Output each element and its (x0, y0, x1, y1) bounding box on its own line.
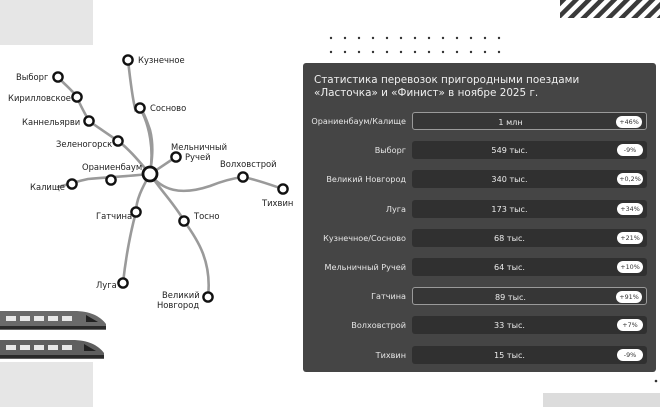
dot-grid (330, 37, 500, 53)
label-luga: Луга (96, 280, 117, 290)
railway-map (0, 0, 300, 407)
label-kirillovskoe: Кирилловское (8, 93, 71, 103)
row-label: Гатчина (371, 291, 406, 302)
station-volkhovstroy (238, 172, 247, 181)
table-row (303, 200, 656, 218)
table-row (303, 229, 656, 247)
label-melnichny-2: Ручей (185, 152, 211, 162)
station-tosno (179, 216, 188, 225)
row-label: Мельничный Ручей (324, 262, 406, 272)
value-bar (412, 316, 647, 334)
station-kuznechnoe (123, 55, 132, 64)
row-value: 89 тыс. (495, 292, 526, 303)
top-right-stripes (560, 0, 660, 18)
change-badge: -9% (617, 349, 643, 361)
station-sosnovo (135, 103, 144, 112)
value-bar (412, 170, 647, 188)
label-tikhvin: Тихвин (262, 198, 294, 208)
line-kuznechnoe (128, 60, 152, 174)
change-badge: +46% (616, 116, 642, 128)
line-tikhvin (150, 174, 283, 191)
table-row (303, 170, 656, 188)
row-value: 173 тыс. (491, 203, 528, 214)
row-label: Волховстрой (351, 320, 406, 331)
value-bar (412, 112, 647, 130)
value-bar (412, 200, 647, 218)
table-row (303, 287, 656, 305)
value-bar (412, 346, 647, 364)
row-value: 64 тыс. (494, 262, 525, 272)
change-badge: +10% (617, 261, 643, 273)
line-luga (123, 174, 150, 283)
row-label: Луга (385, 203, 406, 214)
station-oranienbaum (106, 175, 115, 184)
label-novgorod-2: Новгород (157, 300, 200, 310)
station-tikhvin (278, 184, 287, 193)
row-label: Великий Новгород (326, 174, 406, 185)
table-row (303, 112, 656, 130)
label-zelenogorsk: Зеленогорск (56, 139, 113, 149)
panel-title-line-2: «Ласточка» и «Финист» в ноябре 2025 г. (314, 87, 539, 99)
station-gatchina (131, 207, 140, 216)
label-kannelyarvi: Каннельярви (22, 117, 81, 127)
station-zelenogorsk (113, 136, 122, 145)
table-row (303, 141, 656, 159)
row-label: Кузнечное/Сосново (323, 232, 406, 243)
station-vyborg (53, 72, 62, 81)
label-volkhovstroy: Волховстрой (220, 159, 277, 169)
label-oranienbaum: Ораниенбаум (82, 162, 143, 172)
row-value: 1 млн (498, 117, 523, 127)
row-value: 15 тыс. (494, 349, 525, 360)
label-novgorod-1: Великий (162, 290, 200, 300)
change-badge: +34% (617, 203, 643, 215)
label-kuznechnoe: Кузнечное (138, 55, 185, 65)
station-novgorod (203, 292, 212, 301)
train-top-icon (0, 311, 106, 330)
train-bottom-icon (0, 340, 104, 359)
table-row (303, 346, 656, 364)
value-bar (412, 229, 647, 247)
table-row (303, 316, 656, 334)
corner-dot (655, 380, 658, 383)
value-bar (412, 258, 647, 276)
panel-title (314, 74, 649, 100)
change-badge: +21% (617, 232, 643, 244)
row-value: 68 тыс. (494, 232, 525, 243)
station-kalishche (67, 179, 76, 188)
line-novgorod (150, 174, 209, 297)
row-value: 33 тыс. (494, 320, 525, 331)
station-luga (118, 278, 127, 287)
value-bar (412, 141, 647, 159)
bottom-right-block (543, 393, 660, 407)
row-label: Тихвин (375, 349, 406, 360)
label-vyborg: Выборг (16, 72, 49, 82)
label-melnichny-1: Мельничный (171, 142, 228, 152)
station-kannelyarvi (84, 116, 93, 125)
row-label: Выборг (374, 145, 406, 156)
change-badge: +91% (616, 291, 642, 303)
row-label: Ораниенбаум/Калище (311, 116, 406, 126)
table-row (303, 258, 656, 276)
value-bar (412, 287, 647, 305)
statistics-panel (303, 63, 656, 372)
label-kalishche: Калище (30, 182, 65, 192)
station-kirillovskoe (72, 92, 81, 101)
station-melnichny (171, 152, 180, 161)
row-value: 340 тыс. (491, 174, 528, 185)
hub-saint-petersburg (143, 167, 157, 181)
row-value: 549 тыс. (491, 145, 528, 156)
change-badge: +0,2% (617, 173, 643, 185)
panel-title-line-1: Статистика перевозок пригородными поездами (314, 74, 580, 86)
change-badge: +7% (617, 319, 643, 331)
label-gatchina: Гатчина (96, 211, 133, 221)
label-sosnovo: Сосново (150, 103, 187, 113)
label-tosno: Тосно (194, 211, 220, 221)
change-badge: -9% (617, 144, 643, 156)
